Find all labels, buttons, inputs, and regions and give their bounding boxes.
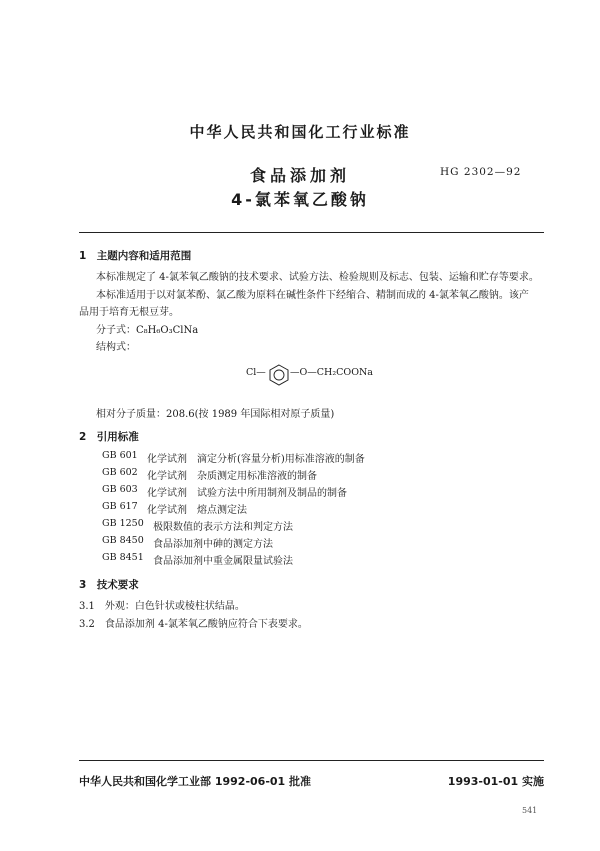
ref-title: 化学试剂 杂质测定用标准溶液的制备	[147, 471, 317, 482]
section1-para2-line2: 品用于培育无根豆芽。	[79, 307, 179, 318]
approval-date: 中华人民共和国化学工业部 1992-06-01 批准	[79, 775, 312, 788]
structure-right-group: —O—CH₂COONa	[290, 367, 373, 378]
ref-title: 食品添加剂中砷的测定方法	[153, 539, 273, 550]
ref-code: GB 8450	[102, 535, 144, 546]
ref-title: 化学试剂 熔点测定法	[147, 505, 247, 516]
standard-title: 中华人民共和国化工行业标准	[189, 123, 411, 141]
section3-item2: 3.2 食品添加剂 4-氯苯氧乙酸钠应符合下表要求。	[79, 619, 308, 630]
ref-code: GB 617	[102, 501, 138, 512]
ref-code: GB 603	[102, 484, 138, 495]
ref-title: 极限数值的表示方法和判定方法	[153, 522, 293, 533]
ref-title: 化学试剂 滴定分析(容量分析)用标准溶液的制备	[147, 454, 365, 465]
footer-rule	[79, 760, 544, 761]
document-title-line2: 4-氯苯氧乙酸钠	[231, 190, 369, 209]
header-rule	[79, 232, 544, 233]
section1-para2-line1: 本标准适用于以对氯苯酚、氯乙酸为原料在碱性条件下经缩合、精制而成的 4-氯苯氧乙酸钠。该产	[96, 290, 529, 301]
document-title-line1: 食品添加剂	[249, 166, 350, 185]
ref-title: 食品添加剂中重金属限量试验法	[153, 556, 293, 567]
ref-code: GB 8451	[102, 552, 144, 563]
section1-para1: 本标准规定了 4-氯苯氧乙酸钠的技术要求、试验方法、检验规则及标志、包装、运输和贮存等要求。	[96, 272, 539, 283]
ref-code: GB 1250	[102, 518, 144, 529]
standard-code: HG 2302—92	[440, 166, 522, 178]
molecular-formula: 分子式：C₈H₆O₃ClNa	[96, 325, 199, 336]
ref-code: GB 601	[102, 450, 138, 461]
section3-heading: 3 技术要求	[79, 579, 139, 591]
structure-label: 结构式：	[96, 342, 136, 353]
page-number: 541	[522, 806, 538, 815]
ref-title: 化学试剂 试验方法中所用制剂及制品的制备	[147, 488, 347, 499]
section1-heading: 1 主题内容和适用范围	[79, 250, 192, 262]
molecular-weight: 相对分子质量：208.6(按 1989 年国际相对原子质量)	[96, 409, 335, 420]
structural-formula	[246, 364, 386, 386]
section2-heading: 2 引用标准	[79, 431, 139, 443]
ref-code: GB 602	[102, 467, 138, 478]
benzene-ring-icon	[268, 364, 290, 386]
implementation-date: 1993-01-01 实施	[447, 775, 544, 788]
structure-left-group: Cl—	[246, 367, 266, 378]
section3-item1: 3.1 外观：白色针状或棱柱状结晶。	[79, 601, 245, 612]
